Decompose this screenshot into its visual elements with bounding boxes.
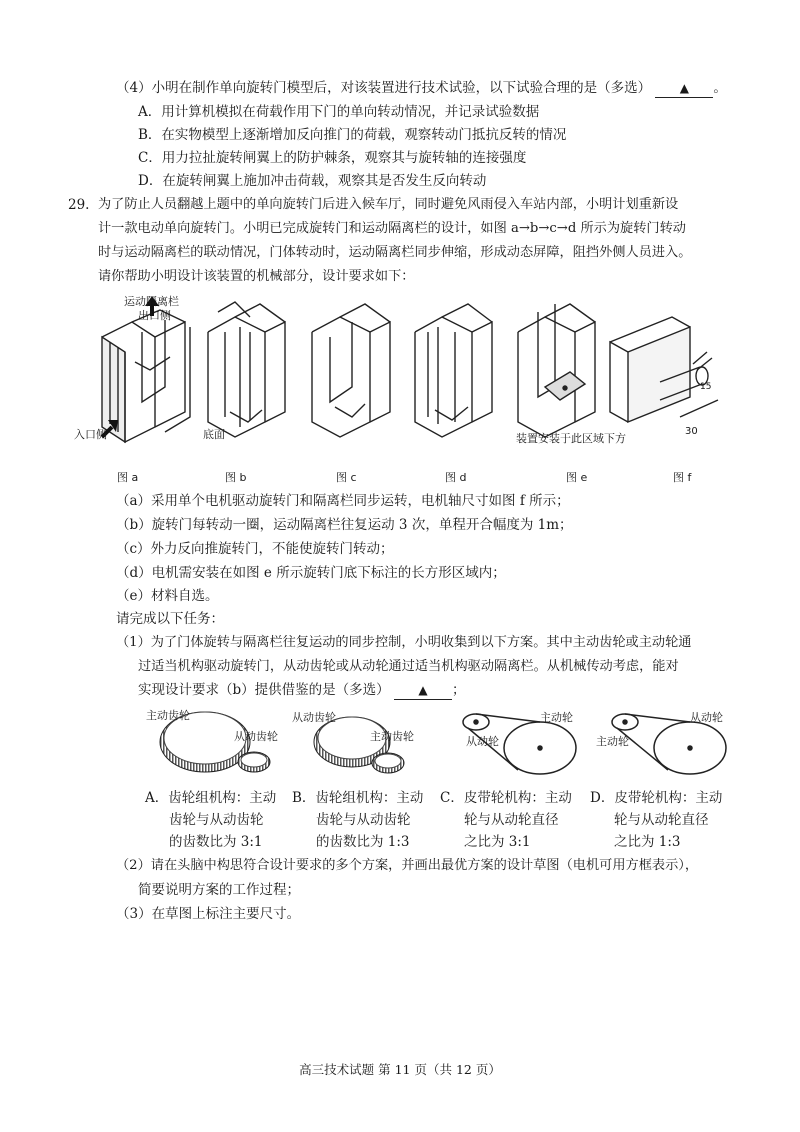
q29-intro-3: 时与运动隔离栏的联动情况，门体转动时，运动隔离栏同步伸缩，形成动态屏障，阻挡外侧人员进入。 <box>98 245 692 260</box>
requirement-a: （a）采用单个电机驱动旋转门和隔离栏同步运转，电机轴尺寸如图 f 所示； <box>116 493 570 509</box>
q29-intro-2: 计一款电动单向旋转门。小明已完成旋转门和运动隔离栏的设计，如图 a→b→c→d 所示为旋转门转动 <box>98 221 686 236</box>
option-c[interactable]: C．皮带轮机构：主动 轮与从动轮直径 之比为 3:1 <box>440 790 572 850</box>
answer-blank[interactable]: ▲ <box>655 79 713 98</box>
task2-line1: （2）请在头脑中构思符合设计要求的多个方案，并画出最优方案的设计草图（电机可用方框表示）， <box>116 858 699 873</box>
requirement-b: （b）旋转门每转动一圈，运动隔离栏往复运动 3 次，单程开合幅度为 1m； <box>116 517 573 533</box>
q29-intro-4: 请你帮助小明设计该装置的机械部分，设计要求如下： <box>98 269 415 284</box>
task1-line1: （1）为了门体旋转与隔离栏往复运动的同步控制，小明收集到以下方案。其中主动齿轮或主动轮通 <box>116 635 692 650</box>
gear-set-b <box>314 717 404 773</box>
label-a-driver-gear: 主动齿轮 <box>146 709 190 722</box>
q28-4-option-c: C．用力拉扯旋转闸翼上的防护棘条，观察其与旋转轴的连接强度 <box>138 150 527 166</box>
caption-fig-d: 图 d <box>445 471 467 484</box>
task1-line3: 实现设计要求（b）提供借鉴的是（多选） <box>138 682 390 698</box>
option-a[interactable]: A．齿轮组机构：主动 齿轮与从动齿轮 的齿数比为 3:1 <box>145 790 277 850</box>
q28-4-stem-line: （4）小明在制作单向旋转门模型后，对该装置进行技术试验，以下试验合理的是（多选） ▲ 。 <box>116 80 727 96</box>
label-install-area: 装置安装于此区域下方 <box>516 432 626 445</box>
dim-30: 30 <box>685 426 698 437</box>
task1-line2: 过适当机构驱动旋转门，从动齿轮或从动轮通过适当机构驱动隔离栏。从机械传动考虑，能对 <box>138 659 679 674</box>
task-intro: 请完成以下任务： <box>116 611 224 627</box>
label-exit: 出口侧 <box>138 309 171 322</box>
label-barrier: 运动隔离栏 <box>124 295 179 308</box>
requirement-e: （e）材料自选。 <box>116 588 219 604</box>
label-a-driven-gear: 从动齿轮 <box>234 730 278 743</box>
label-b-driven-gear: 从动齿轮 <box>292 711 336 724</box>
task1-line3-wrap: 实现设计要求（b）提供借鉴的是（多选） ▲ ； <box>138 682 466 698</box>
caption-fig-c: 图 c <box>336 471 357 484</box>
turnstile-figures <box>90 292 740 452</box>
label-c-driven-wheel: 从动轮 <box>466 735 499 748</box>
q29-number: 29. <box>68 197 90 213</box>
answer-blank[interactable]: ▲ <box>394 681 452 700</box>
caption-fig-e: 图 e <box>566 471 588 484</box>
q29-intro-1: 为了防止人员翻越上题中的单向旋转门后进入候车厅，同时避免风雨侵入车站内部，小明计划重新设 <box>98 197 679 212</box>
requirement-c: （c）外力反向推旋转门，不能使旋转门转动； <box>116 541 394 557</box>
figure-b-drawing <box>208 302 285 437</box>
caption-fig-f: 图 f <box>673 471 692 484</box>
task2-line2: 简要说明方案的工作过程； <box>138 882 300 898</box>
q28-4-option-a: A．用计算机模拟在荷载作用下门的单向转动情况，并记录试验数据 <box>138 104 540 120</box>
caption-fig-a: 图 a <box>117 471 139 484</box>
q28-4-option-b: B．在实物模型上逐渐增加反向推门的荷载，观察转动门抵抗反转的情况 <box>138 127 567 143</box>
label-d-driver-wheel: 主动轮 <box>596 735 629 748</box>
label-b-driver-gear: 主动齿轮 <box>370 730 414 743</box>
caption-fig-b: 图 b <box>225 471 247 484</box>
figure-d-drawing <box>415 304 492 437</box>
label-bottom: 底面 <box>203 428 225 441</box>
figure-e-drawing <box>518 304 595 437</box>
dim-15: 15 <box>700 382 712 392</box>
task3: （3）在草图上标注主要尺寸。 <box>116 906 301 922</box>
figure-f-drawing <box>610 317 718 422</box>
q28-4-option-d: D．在旋转闸翼上施加冲击荷载，观察其是否发生反向转动 <box>138 173 487 189</box>
mechanism-figures <box>130 700 740 785</box>
page-footer: 高三技术试题 第 11 页（共 12 页） <box>299 1062 501 1077</box>
label-c-driver-wheel: 主动轮 <box>540 711 573 724</box>
requirement-d: （d）电机需安装在如图 e 所示旋转门底下标注的长方形区域内； <box>116 565 506 581</box>
q28-4-stem: （4）小明在制作单向旋转门模型后，对该装置进行技术试验，以下试验合理的是（多选） <box>116 80 652 96</box>
option-d[interactable]: D．皮带轮机构：主动 轮与从动轮直径 之比为 1:3 <box>590 790 723 850</box>
label-d-driven-wheel: 从动轮 <box>690 711 723 724</box>
label-entrance: 入口侧 <box>74 428 107 441</box>
option-b[interactable]: B．齿轮组机构：主动 齿轮与从动齿轮 的齿数比为 1:3 <box>292 790 424 850</box>
figure-c-drawing <box>312 304 390 437</box>
